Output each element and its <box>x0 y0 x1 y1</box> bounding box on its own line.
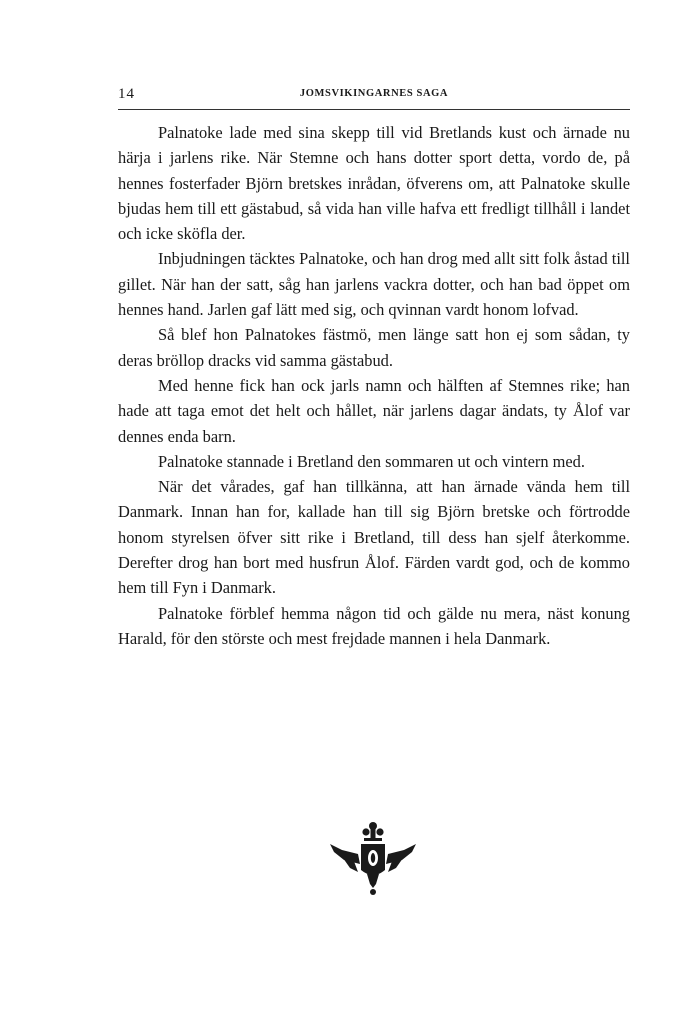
header-rule <box>118 109 630 110</box>
end-ornament-icon <box>328 820 418 898</box>
body-text <box>118 120 630 651</box>
paragraph: Palnatoke stannade i Bretland den sommaren ut och vintern med. <box>158 451 585 471</box>
paragraph: Inbjudningen täcktes Palnatoke, och han drog med allt sitt folk åstad till gillet. När han der satt, såg han jarlens vackra dotter, och han bad öppet om hennes hand. Jarlen gaf lätt med sig, och qvinnan vardt honom lofvad. <box>118 249 630 320</box>
paragraph: Så blef hon Palnatokes fästmö, men länge satt hon ej som sådan, ty deras bröllop dracks vid samma gästabud. <box>118 325 630 370</box>
paragraph: Palnatoke förblef hemma någon tid och gälde nu mera, näst konung Harald, för den störste och mest frejdade mannen i hela Danmark. <box>118 603 630 648</box>
paragraph: När det vårades, gaf han tillkänna, att han ärnade vända hem till Danmark. Innan han for, kallade han till sig Björn bretske och förtrodde honom styrelsen öfver sitt rike i Bretland, till dess han sjelf återkomme. Derefter drog han bort med husfrun Ålof. Färden vardt god, och de kommo hem till Fyn i Danmark. <box>118 477 630 598</box>
paragraph: Med henne fick han ock jarls namn och hälften af Stemnes rike; han hade att taga emot det helt och hållet, när jarlens dagar ändats, ty Ålof var dennes enda barn. <box>118 375 630 446</box>
paragraph: Palnatoke lade med sina skepp till vid Bretlands kust och ärnade nu härja i jarlens rike. När Stemne och hans dotter sport detta, vordo de, på hennes fosterfader Björn bretskes inrådan, öfverens om, att Palnatoke skulle bjudas hem till ett gästabud, så vida han ville hafva ett fredligt tillhåll i landet och icke sköfla der. <box>118 123 630 244</box>
page-number: 14 <box>118 86 135 102</box>
page-header <box>118 86 630 108</box>
running-title: JOMSVIKINGARNES SAGA <box>299 88 449 99</box>
